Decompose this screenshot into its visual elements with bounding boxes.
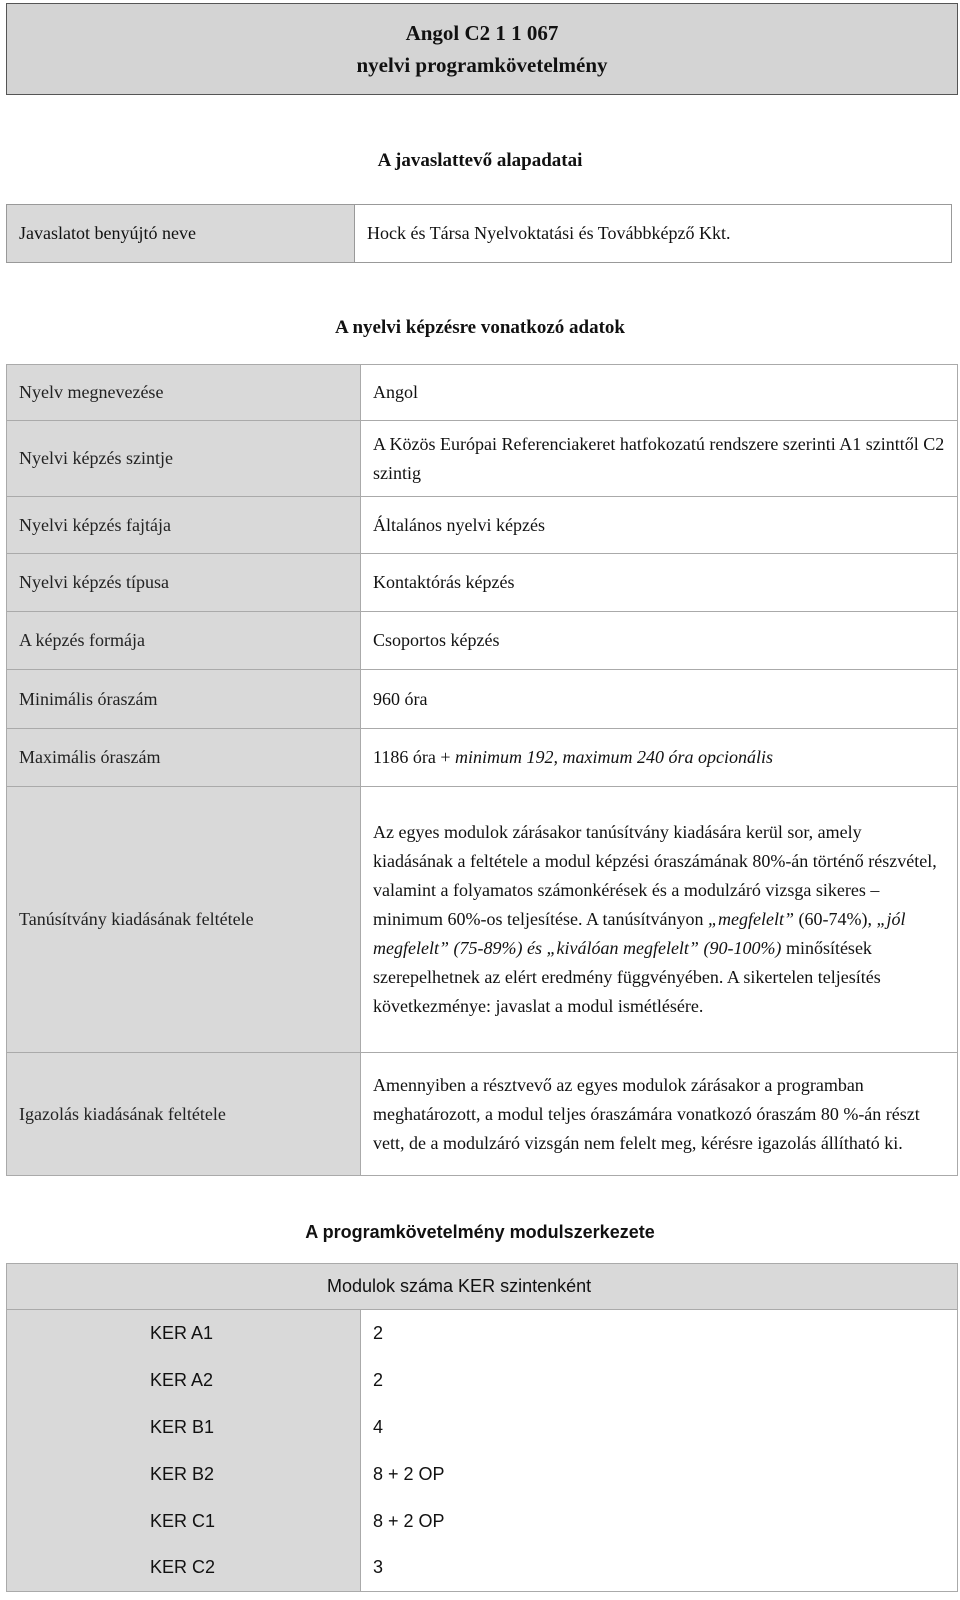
module-count: 3 <box>361 1545 958 1592</box>
table-row <box>7 1310 958 1357</box>
table-row <box>7 1357 958 1404</box>
row-value-language: Angol <box>361 365 958 421</box>
module-count: 4 <box>361 1404 958 1451</box>
training-table <box>6 364 958 1176</box>
row-label-type: Nyelvi képzés típusa <box>7 554 361 612</box>
proposer-value: Hock és Társa Nyelvoktatási és Továbbképző Kkt. <box>355 205 952 263</box>
row-value-attendance: Amennyiben a résztvevő az egyes modulok zárásakor a programban meghatározott, a modul teljes óraszámára vonatkozó óraszám 80 %-án részt vett, de a modulzáró vizsgán nem felelt meg, kérésre igazolás állítható ki. <box>361 1053 958 1176</box>
table-row <box>7 612 958 670</box>
table-row <box>7 1053 958 1176</box>
table-row <box>7 554 958 612</box>
grade-excellent-range: (90-100%) <box>698 938 782 958</box>
row-label-attendance: Igazolás kiadásának feltétele <box>7 1053 361 1176</box>
document-title-subtitle: nyelvi programkövetelmény <box>356 53 608 77</box>
module-count: 2 <box>361 1310 958 1357</box>
table-row <box>7 787 958 1053</box>
row-value-max-hours <box>361 729 958 787</box>
table-row <box>7 1264 958 1310</box>
table-row <box>7 497 958 554</box>
table-row <box>7 205 952 263</box>
module-level: KER B1 <box>7 1404 361 1451</box>
row-value-kind: Általános nyelvi képzés <box>361 497 958 554</box>
table-row <box>7 1498 958 1545</box>
proposer-section-title: A javaslattevő alapadatai <box>377 150 583 171</box>
proposer-table <box>6 204 952 263</box>
max-hours-main: 1186 óra + <box>373 747 451 767</box>
certificate-text <box>373 818 945 1021</box>
grade-good-range: (75-89%) és <box>448 938 547 958</box>
module-level: KER C2 <box>7 1545 361 1592</box>
row-value-form: Csoportos képzés <box>361 612 958 670</box>
module-count: 2 <box>361 1357 958 1404</box>
table-row <box>7 365 958 421</box>
module-table-header: Modulok száma KER szintenként <box>7 1264 958 1310</box>
certificate-text-part: Az egyes modulok zárásakor tanúsítvány kiadására kerül sor, amely kiadásának a feltétele a modul képzési óraszámának 80%-án történő részvétel, valamint a folyamatos számonkérések és a modulzáró vizsga sikeres – minimum 60%-os teljesítése. A tanúsítványon <box>373 822 937 929</box>
training-section-title: A nyelvi képzésre vonatkozó adatok <box>335 317 625 338</box>
table-row <box>7 421 958 497</box>
row-value-certificate <box>361 787 958 1053</box>
document-title-box <box>6 3 958 95</box>
module-count: 8 + 2 OP <box>361 1451 958 1498</box>
row-label-min-hours: Minimális óraszám <box>7 670 361 729</box>
row-label-level: Nyelvi képzés szintje <box>7 421 361 497</box>
document-title-code: Angol C2 1 1 067 <box>405 21 559 45</box>
module-section-title: A programkövetelmény modulszerkezete <box>305 1222 655 1242</box>
table-row <box>7 670 958 729</box>
grade-excellent: „kiválóan megfelelt” <box>546 938 699 958</box>
row-value-level: A Közös Európai Referenciakeret hatfokozatú rendszere szerinti A1 szinttől C2 szintig <box>361 421 958 497</box>
table-row <box>7 1545 958 1592</box>
certificate-text-end: minősítések szerepelhetnek az elért eredmény függvényében. A sikertelen teljesítés következménye: javaslat a modul ismétlésére. <box>373 938 881 1016</box>
row-value-min-hours: 960 óra <box>361 670 958 729</box>
row-label-language: Nyelv megnevezése <box>7 365 361 421</box>
module-level: KER B2 <box>7 1451 361 1498</box>
grade-passed: „megfelelt” <box>707 909 794 929</box>
module-count: 8 + 2 OP <box>361 1498 958 1545</box>
grade-good: „jól megfelelt” <box>373 909 906 958</box>
row-value-type: Kontaktórás képzés <box>361 554 958 612</box>
module-table <box>6 1263 958 1592</box>
row-label-form: A képzés formája <box>7 612 361 670</box>
row-label-kind: Nyelvi képzés fajtája <box>7 497 361 554</box>
row-label-certificate: Tanúsítvány kiadásának feltétele <box>7 787 361 1053</box>
module-level: KER A2 <box>7 1357 361 1404</box>
proposer-label: Javaslatot benyújtó neve <box>7 205 355 263</box>
module-level: KER C1 <box>7 1498 361 1545</box>
table-row <box>7 729 958 787</box>
module-level: KER A1 <box>7 1310 361 1357</box>
max-hours-optional: minimum 192, maximum 240 óra opcionális <box>454 747 773 767</box>
row-label-max-hours: Maximális óraszám <box>7 729 361 787</box>
table-row <box>7 1404 958 1451</box>
grade-passed-range: (60-74%), <box>793 909 877 929</box>
table-row <box>7 1451 958 1498</box>
